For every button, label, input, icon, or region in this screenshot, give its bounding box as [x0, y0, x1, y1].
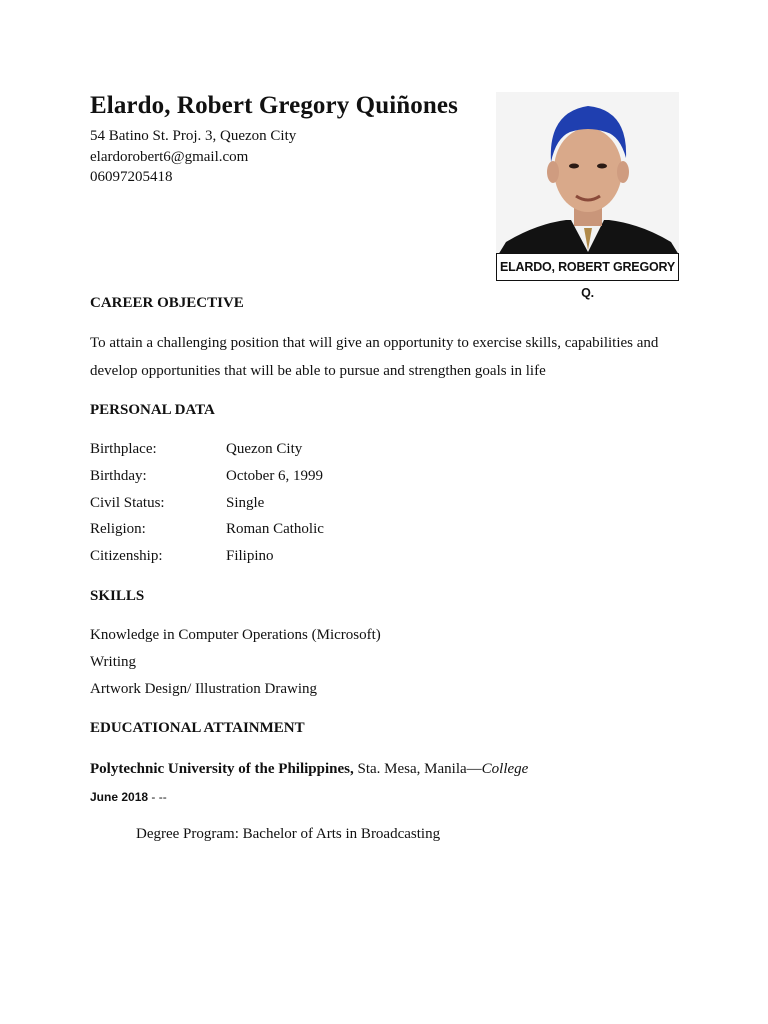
address: 54 Batino St. Proj. 3, Quezon City [90, 128, 297, 144]
skill-item: Writing [90, 654, 137, 670]
portrait-illustration [496, 92, 679, 255]
personal-data-heading: PERSONAL DATA [90, 402, 215, 418]
applicant-name: Elardo, Robert Gregory Quiñones [90, 92, 458, 119]
degree-program: Degree Program: Bachelor of Arts in Broadcasting [136, 826, 441, 842]
personal-value: Roman Catholic [226, 521, 324, 537]
personal-value: Single [226, 495, 265, 511]
education-heading: EDUCATIONAL ATTAINMENT [90, 720, 305, 736]
start-date: June 2018 [90, 790, 149, 804]
skill-item: Knowledge in Computer Operations (Microsoft) [90, 627, 381, 643]
personal-label: Religion: [90, 521, 146, 537]
personal-label: Citizenship: [90, 548, 163, 564]
end-date: - -- [148, 790, 167, 804]
photo-caption: ELARDO, ROBERT GREGORY Q. [496, 253, 679, 281]
skill-item: Artwork Design/ Illustration Drawing [90, 681, 318, 697]
email: elardorobert6@gmail.com [90, 148, 249, 165]
school-name: Polytechnic University of the Philippines, [90, 761, 354, 777]
personal-value: Quezon City [226, 441, 303, 457]
personal-label: Birthday: [90, 468, 147, 484]
education-level: College [481, 761, 529, 777]
skills-heading: SKILLS [90, 588, 145, 604]
contact-block [90, 126, 296, 188]
personal-label: Birthplace: [90, 441, 157, 457]
career-objective-heading: CAREER OBJECTIVE [90, 295, 244, 311]
personal-value: Filipino [226, 548, 274, 564]
personal-label: Civil Status: [90, 495, 165, 511]
id-photo [496, 92, 679, 300]
career-objective-text: To attain a challenging position that will give an opportunity to exercise skills, capabilities and develop opportunities that will be able to pursue and strengthen goals in life [90, 335, 659, 379]
education-school-line [90, 761, 528, 778]
phone: 06097205418 [90, 169, 173, 185]
education-date [90, 790, 167, 804]
personal-value: October 6, 1999 [226, 468, 324, 484]
em-dash: — [466, 761, 482, 777]
school-location: Sta. Mesa, Manila [353, 761, 467, 777]
